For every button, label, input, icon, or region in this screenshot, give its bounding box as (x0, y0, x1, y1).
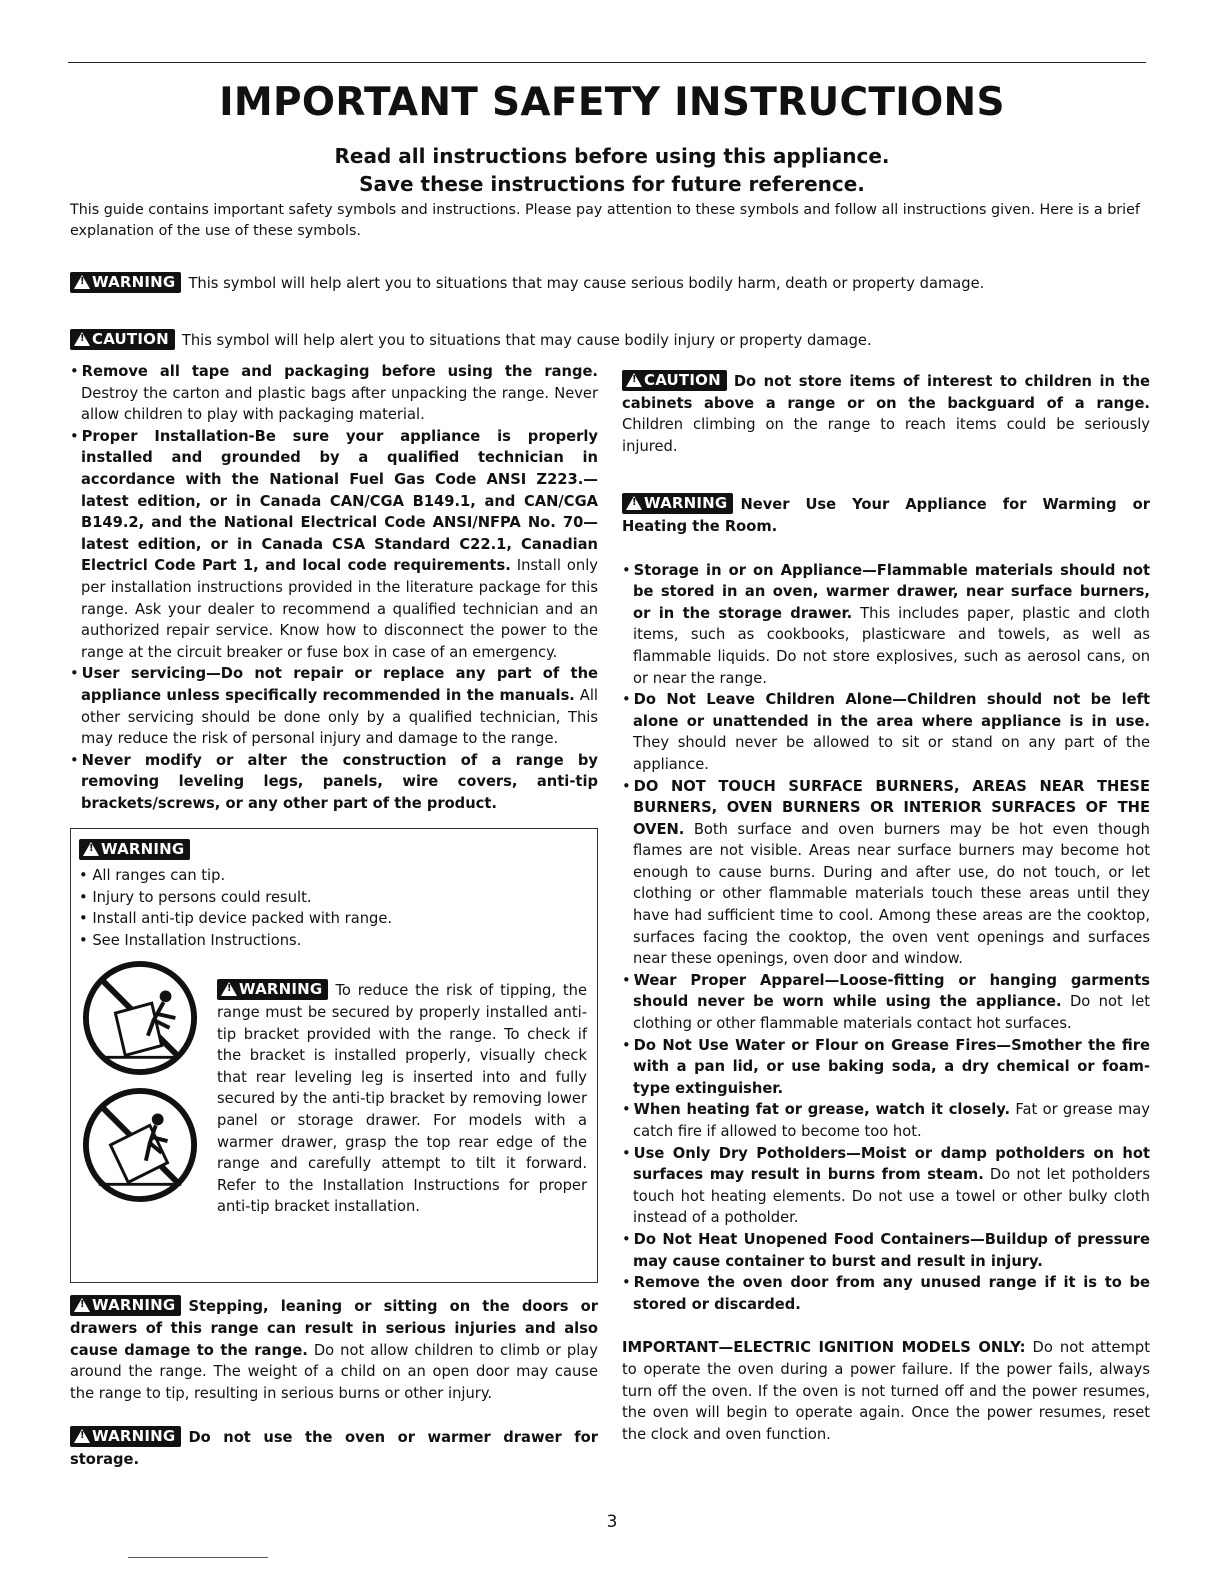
warning-badge: !WARNING (217, 979, 328, 1000)
list-item: • All ranges can tip. (79, 867, 226, 885)
list-item: • Do Not Heat Unopened Food Containers—Buildup of pressure may cause container to burst and result in injury. (622, 1230, 1150, 1270)
footer-rule (128, 1557, 268, 1558)
subtitle-save: Save these instructions for future reference. (359, 172, 865, 196)
caution-badge: !CAUTION (622, 370, 727, 391)
alert-triangle-icon (74, 332, 90, 346)
safety-item-remove-tape: • Remove all tape and packaging before using the range. Destroy the carton and plastic bags after unpacking the range. Never allow children to play with packaging material. (70, 363, 598, 424)
alert-triangle-icon (221, 982, 237, 996)
storage-warning: !WARNING Do not use the oven or warmer drawer for storage. (70, 1426, 598, 1470)
safety-item-never-modify: • Never modify or alter the construction of a range by removing leveling legs, panels, wire covers, anti-tip brackets/screws, or any other part of the product. (70, 751, 598, 812)
safety-item-installation: • Proper Installation-Be sure your appliance is properly installed and grounded by a qualified technician in accordance with the National Fuel Gas Code ANSI Z223.—latest edition, or in Canada CAN/CGA B149.1, and CAN/CGA B149.2, and the National Electrical Code ANSI/NFPA No. 70—latest edition, or in Canada CSA Standard C22.1, Canadian Electricl Code Part 1, and local code requirements. Install only per installation instructions provided in the literature package for this range. Ask your dealer to recommend a qualified technician and an authorized repair service. Know how to disconnect the power to the range at the circuit breaker or fuse box in case of an emergency. (70, 427, 599, 661)
alert-triangle-icon (74, 1429, 90, 1443)
warning-legend-text: This symbol will help alert you to situations that may cause serious bodily harm, death or property damage. (188, 275, 985, 292)
list-item: • Injury to persons could result. (79, 888, 312, 906)
warning-badge: !WARNING (622, 493, 733, 514)
alert-triangle-icon (74, 275, 90, 289)
list-item: • See Installation Instructions. (79, 931, 302, 949)
subtitle-read: Read all instructions before using this appliance. (334, 144, 890, 168)
page-title: IMPORTANT SAFETY INSTRUCTIONS (219, 80, 1005, 125)
caution-badge: !CAUTION (70, 329, 175, 350)
warning-badge: !WARNING (70, 272, 181, 293)
warning-legend (70, 272, 1160, 294)
list-item: • Remove the oven door from any unused range if it is to be stored or discarded. (622, 1274, 1150, 1313)
safety-item-user-servicing: • User servicing—Do not repair or replace any part of the appliance unless specifically recommended in the manuals. All other servicing should be done only by a qualified technician, This may reduce the risk of personal injury and damage to the range. (70, 665, 598, 748)
alert-triangle-icon (626, 373, 642, 387)
intro-paragraph: This guide contains important safety symbols and instructions. Please pay attention to these symbols and follow all instructions given. Here is a brief explanation of the use of these symbols. (70, 202, 1140, 239)
list-item: • When heating fat or grease, watch it closely. Fat or grease may catch fire if allowed to become too hot. (622, 1101, 1150, 1140)
list-item: • Install anti-tip device packed with range. (79, 910, 393, 928)
list-item: • Storage in or on Appliance—Flammable materials should not be stored in an oven, warmer drawer, near surface burners, or in the storage drawer. This includes paper, plastic and cloth items, such as cookbooks, plasticware and towels, as well as flammable liquids. Do not store explosives, such as aerosol cans, on or near the range. (622, 561, 1150, 687)
page-number: 3 (606, 1512, 618, 1532)
alert-triangle-icon (626, 496, 642, 510)
range-tipping-prohibited-icon (81, 1086, 199, 1204)
warning-badge: !WARNING (70, 1295, 181, 1316)
list-item: • Do Not Leave Children Alone—Children should not be left alone or unattended in the area where appliance is in use. They should never be allowed to sit or stand on any part of the appliance. (622, 691, 1150, 773)
tip-warning-list (79, 865, 587, 951)
alert-triangle-icon (74, 1298, 90, 1312)
list-item: • Do Not Use Water or Flour on Grease Fires—Smother the fire with a pan lid, or use baking soda, a dry chemical or foam-type extinguisher. (622, 1036, 1150, 1097)
caution-legend (70, 329, 1160, 351)
warning-badge: !WARNING (70, 1426, 181, 1447)
list-item: • Use Only Dry Potholders—Moist or damp potholders on hot surfaces may result in burns from steam. Do not let potholders touch hot heating elements. Do not use a towel or other bulky cloth instead of a potholder. (622, 1144, 1150, 1227)
top-rule (68, 62, 1146, 63)
alert-triangle-icon (83, 842, 99, 856)
list-item: • Wear Proper Apparel—Loose-fitting or hanging garments should never be worn while using the appliance. Do not let clothing or other flammable materials contact hot surfaces. (622, 971, 1151, 1033)
tip-warning-paragraph: !WARNING To reduce the risk of tipping, the range must be secured by properly installed anti-tip bracket provided with the range. To check if the bracket is installed properly, visually check that rear leveling leg is inserted into and fully secured by the anti-tip bracket by removing lower panel or storage drawer. For models with a warmer drawer, grasp the top rear edge of the range and carefully attempt to tilt it forward. Refer to the Installation Instructions for proper anti-tip bracket installation. (217, 979, 587, 1218)
children-caution: !CAUTION Do not store items of interest to children in the cabinets above a range or on the backguard of a range. Children climbing on the range to reach items could be seriously injured. (622, 370, 1150, 457)
list-item: • DO NOT TOUCH SURFACE BURNERS, AREAS NEAR THESE BURNERS, OVEN BURNERS OR INTERIOR SURFACES OF THE OVEN. Both surface and oven burners may be hot even though flames are not visible. Areas near surface burners may become hot enough to cause burns. During and after use, do not touch, or let clothing or other flammable materials touch these areas until they have had sufficient time to cool. Among these areas are the cooktop, surfaces facing the cooktop, the oven vent openings and surfaces near these openings, oven door and window. (622, 777, 1150, 968)
warning-badge: !WARNING (79, 839, 190, 860)
tip-warning-box (70, 828, 598, 1283)
right-column (622, 370, 1150, 1445)
stepping-warning: !WARNING Stepping, leaning or sitting on the doors or drawers of this range can result in serious injuries and also cause damage to the range. Do not allow children to climb or play around the range. The weight of a child on an open door may cause the range to tip, resulting in serious burns or other injury. (70, 1295, 598, 1404)
left-column (70, 361, 598, 1471)
warming-warning: !WARNING Never Use Your Appliance for Warming or Heating the Room. (622, 493, 1150, 537)
electric-ignition-note: IMPORTANT—ELECTRIC IGNITION MODELS ONLY: Do not attempt to operate the oven during a power failure. If the power fails, always turn off the oven. If the oven is not turned off and the power resumes, the oven will begin to operate again. Once the power resumes, reset the clock and oven function. (622, 1339, 1150, 1443)
child-climbing-prohibited-icon (81, 959, 199, 1077)
caution-legend-text: This symbol will help alert you to situations that may cause bodily injury or property damage. (181, 332, 872, 349)
